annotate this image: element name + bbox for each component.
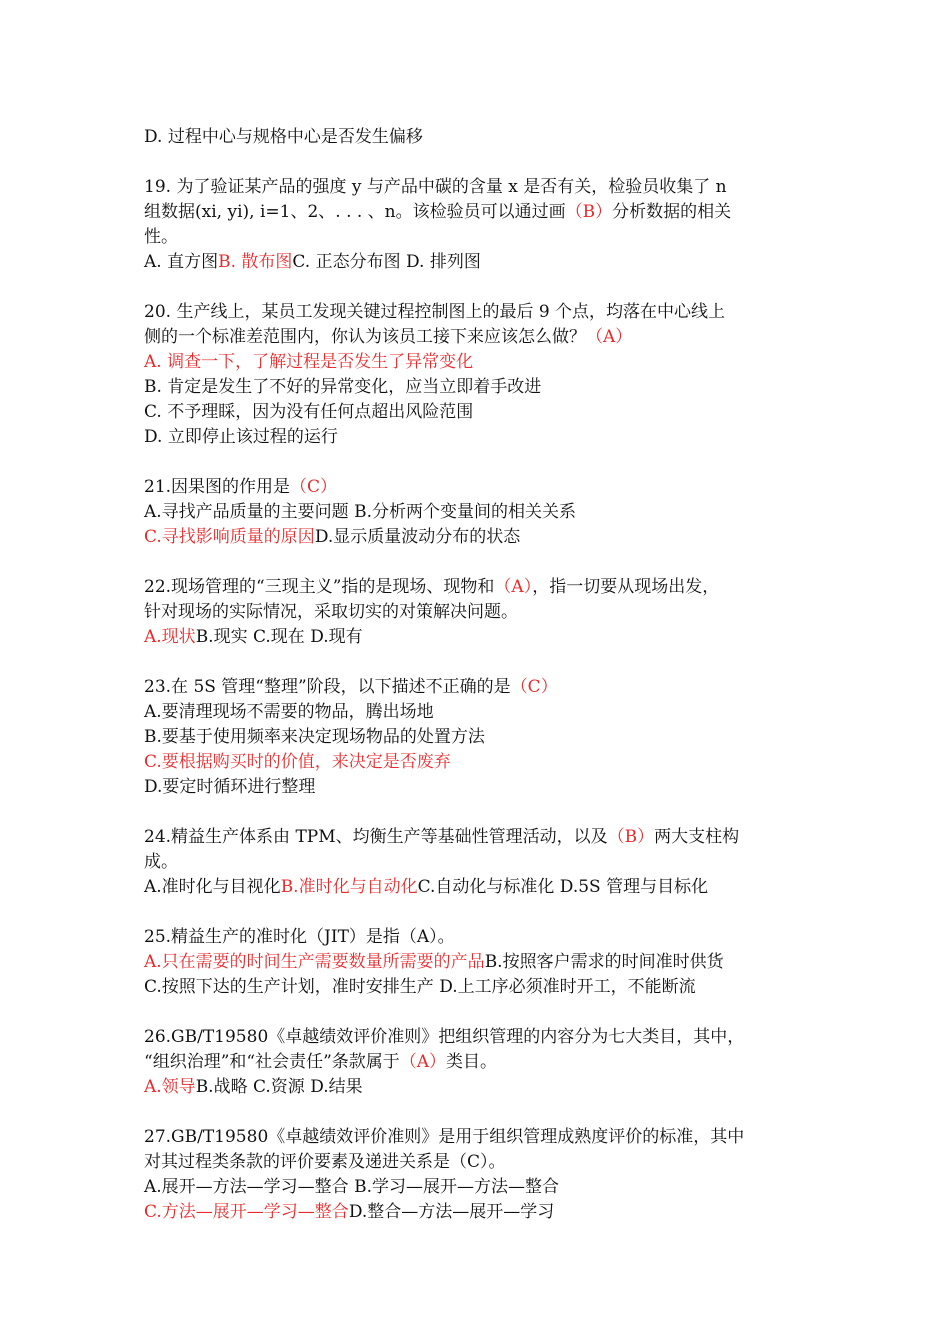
blank-line [144, 275, 824, 300]
text-segment: D.显示质量波动分布的状态 [314, 527, 521, 547]
text-segment: D.要定时循环进行整理 [144, 777, 316, 797]
blank-line [144, 650, 824, 675]
text-line [144, 1075, 824, 1100]
text-segment: D. 立即停止该过程的运行 [144, 427, 338, 447]
answer-highlight: （C） [510, 677, 558, 697]
text-segment: D.整合—方法—展开—学习 [348, 1202, 555, 1222]
answer-highlight: A.现状 [144, 627, 196, 647]
text-line [144, 1125, 824, 1150]
answer-highlight: C.要根据购买时的价值，来决定是否废弃 [144, 752, 451, 772]
text-segment: B.战略 C.资源 D.结果 [195, 1077, 363, 1097]
text-segment: B.要基于使用频率来决定现场物品的处置方法 [144, 727, 485, 747]
text-segment: B. 肯定是发生了不好的异常变化，应当立即着手改进 [144, 377, 542, 397]
answer-highlight: A.领导 [144, 1077, 196, 1097]
text-line [144, 725, 824, 750]
document-page [144, 125, 824, 1225]
text-segment: 22.现场管理的“三现主义”指的是现场、现物和 [144, 577, 495, 597]
text-segment: B.按照客户需求的时间准时供货 [484, 952, 724, 972]
text-segment: C.按照下达的生产计划，准时安排生产 D.上工序必须准时开工，不能断流 [144, 977, 696, 997]
text-segment: B.现实 C.现在 D.现有 [195, 627, 363, 647]
text-segment: 19. 为了验证某产品的强度 y 与产品中碳的含量 x 是否有关，检验员收集了 n [144, 177, 727, 197]
text-segment: 成。 [144, 852, 178, 872]
text-line [144, 1025, 824, 1050]
text-line [144, 200, 824, 225]
text-line [144, 925, 824, 950]
text-line [144, 475, 824, 500]
text-segment: A.寻找产品质量的主要问题 B.分析两个变量间的相关关系 [144, 502, 576, 522]
text-line [144, 325, 824, 350]
text-segment: 25.精益生产的准时化（JIT）是指（A）。 [144, 927, 455, 947]
text-segment: 分析数据的相关 [612, 202, 732, 222]
blank-line [144, 150, 824, 175]
text-line [144, 775, 824, 800]
text-line [144, 1050, 824, 1075]
text-segment: C. 不予理睬，因为没有任何点超出风险范围 [144, 402, 474, 422]
text-line [144, 675, 824, 700]
answer-highlight: （A） [399, 1052, 447, 1072]
text-segment: A.准时化与目视化 [144, 877, 281, 897]
text-line [144, 1200, 824, 1225]
answer-highlight: （C） [290, 477, 338, 497]
text-segment: ，指一切要从现场出发， [532, 577, 720, 597]
text-segment: 对其过程类条款的评价要素及递进关系是（C）。 [144, 1152, 506, 1172]
answer-highlight: B.准时化与自动化 [280, 877, 418, 897]
text-line [144, 625, 824, 650]
answer-highlight: （B） [607, 827, 655, 847]
text-line [144, 950, 824, 975]
answer-highlight: （A） [586, 327, 633, 347]
text-segment: 23.在 5S 管理“整理”阶段，以下描述不正确的是 [144, 677, 511, 697]
text-line [144, 375, 824, 400]
text-line [144, 1150, 824, 1175]
text-line [144, 850, 824, 875]
text-line [144, 600, 824, 625]
text-line [144, 825, 824, 850]
text-segment: C. 正态分布图 D. 排列图 [292, 252, 481, 272]
text-line [144, 875, 824, 900]
text-segment: 针对现场的实际情况，采取切实的对策解决问题。 [144, 602, 518, 622]
answer-highlight: A. 调查一下，了解过程是否发生了异常变化 [144, 352, 474, 372]
text-segment: D. 过程中心与规格中心是否发生偏移 [144, 127, 423, 147]
text-line [144, 975, 824, 1000]
text-segment: 20. 生产线上，某员工发现关键过程控制图上的最后 9 个点，均落在中心线上 [144, 302, 726, 322]
text-segment: A.展开—方法—学习—整合 B.学习—展开—方法—整合 [144, 1177, 559, 1197]
answer-highlight: C.方法—展开—学习—整合 [144, 1202, 349, 1222]
text-segment: 26.GB/T19580《卓越绩效评价准则》把组织管理的内容分为七大类目，其中， [144, 1027, 745, 1047]
blank-line [144, 1000, 824, 1025]
blank-line [144, 800, 824, 825]
text-segment: 性。 [144, 227, 178, 247]
blank-line [144, 1100, 824, 1125]
text-line [144, 300, 824, 325]
text-segment: 侧的一个标准差范围内，你认为该员工接下来应该怎么做？ [144, 327, 586, 347]
text-segment: 21.因果图的作用是 [144, 477, 291, 497]
text-line [144, 225, 824, 250]
text-line [144, 250, 824, 275]
text-segment: “组织治理”和“社会责任”条款属于 [144, 1052, 400, 1072]
text-segment: A.要清理现场不需要的物品，腾出场地 [144, 702, 434, 722]
text-line [144, 125, 824, 150]
blank-line [144, 900, 824, 925]
text-line [144, 500, 824, 525]
text-segment: 27.GB/T19580《卓越绩效评价准则》是用于组织管理成熟度评价的标准，其中 [144, 1127, 745, 1147]
answer-highlight: A.只在需要的时间生产需要数量所需要的产品 [144, 952, 485, 972]
answer-highlight: B. 散布图 [218, 252, 293, 272]
text-line [144, 575, 824, 600]
text-segment: C.自动化与标准化 D.5S 管理与目标化 [417, 877, 709, 897]
blank-line [144, 550, 824, 575]
text-segment: A. 直方图 [144, 252, 219, 272]
text-line [144, 750, 824, 775]
text-line [144, 425, 824, 450]
answer-highlight: C.寻找影响质量的原因 [144, 527, 315, 547]
text-segment: 24.精益生产体系由 TPM、均衡生产等基础性管理活动，以及 [144, 827, 608, 847]
text-segment: 组数据(xi, yi), i=1、2、. . . 、n。该检验员可以通过画 [144, 202, 566, 222]
answer-highlight: （B） [565, 202, 613, 222]
text-line [144, 350, 824, 375]
text-line [144, 1175, 824, 1200]
text-segment: 类目。 [446, 1052, 498, 1072]
text-line [144, 175, 824, 200]
text-line [144, 700, 824, 725]
text-line [144, 525, 824, 550]
blank-line [144, 450, 824, 475]
text-line [144, 400, 824, 425]
text-segment: 两大支柱构 [654, 827, 740, 847]
answer-highlight: （A） [494, 577, 533, 597]
